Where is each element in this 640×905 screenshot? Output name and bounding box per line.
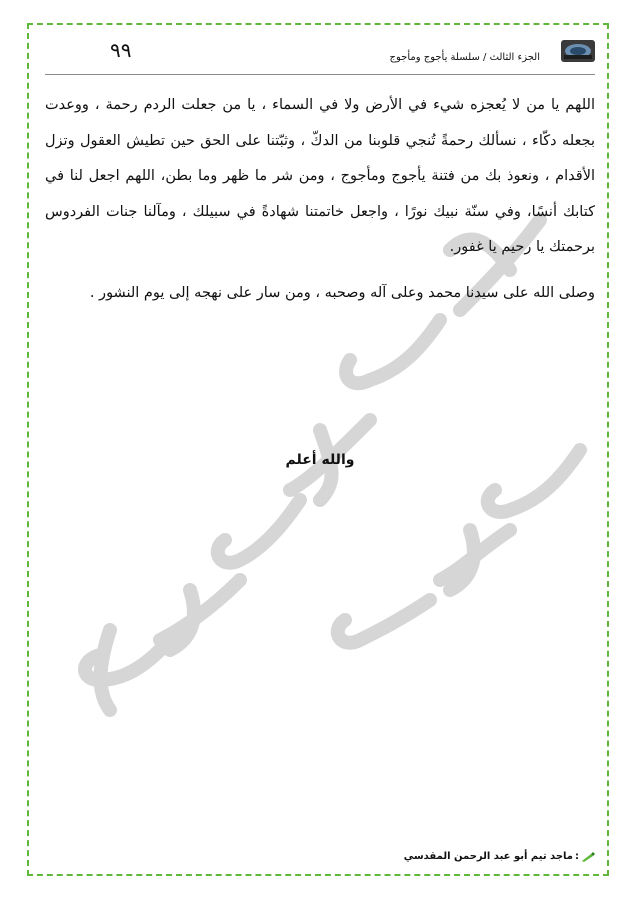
body-text xyxy=(45,88,595,311)
series-title: الجزء الثالث / سلسلة يأجوج ومأجوج xyxy=(389,52,540,63)
series-logo-icon xyxy=(561,40,595,62)
header-divider xyxy=(45,74,595,75)
author-name: ماجد تيم أبو عبد الرحمن المقدسي xyxy=(403,851,573,862)
closing-phrase: والله أعلم xyxy=(285,452,355,468)
footer-separator: : xyxy=(575,851,579,862)
prayer-paragraph: اللهم يا من لا يُعجزه شيء في الأرض ولا في السماء ، يا من جعلت الردم رحمة ، ووعدت بجعله دكّاء ، نسألك رحمةً تُنجي قلوبنا من الدكّ ، وثبّتنا على الحق حين تطيش العقول وتزل الأقدام ، ونعوذ بك من فتنة يأجوج ومأجوج ، ومن شر ما ظهر وما بطن، اللهم اجعل لنا في كتابك أنسًا، وفي سنّة نبيك نورًا ، واجعل خاتمتنا شهادةً في سبيلك ، ومآلنا جنات الفردوس برحمتك يا رحيم يا غفور. xyxy=(45,97,595,255)
page-header xyxy=(45,32,595,72)
page-number: ٩٩ xyxy=(110,38,132,62)
pen-icon xyxy=(581,852,595,862)
closing-paragraph: وصلى الله على سيدنا محمد وعلى آله وصحبه ، ومن سار على نهجه إلى يوم النشور . xyxy=(89,284,595,301)
page-footer xyxy=(404,851,595,862)
